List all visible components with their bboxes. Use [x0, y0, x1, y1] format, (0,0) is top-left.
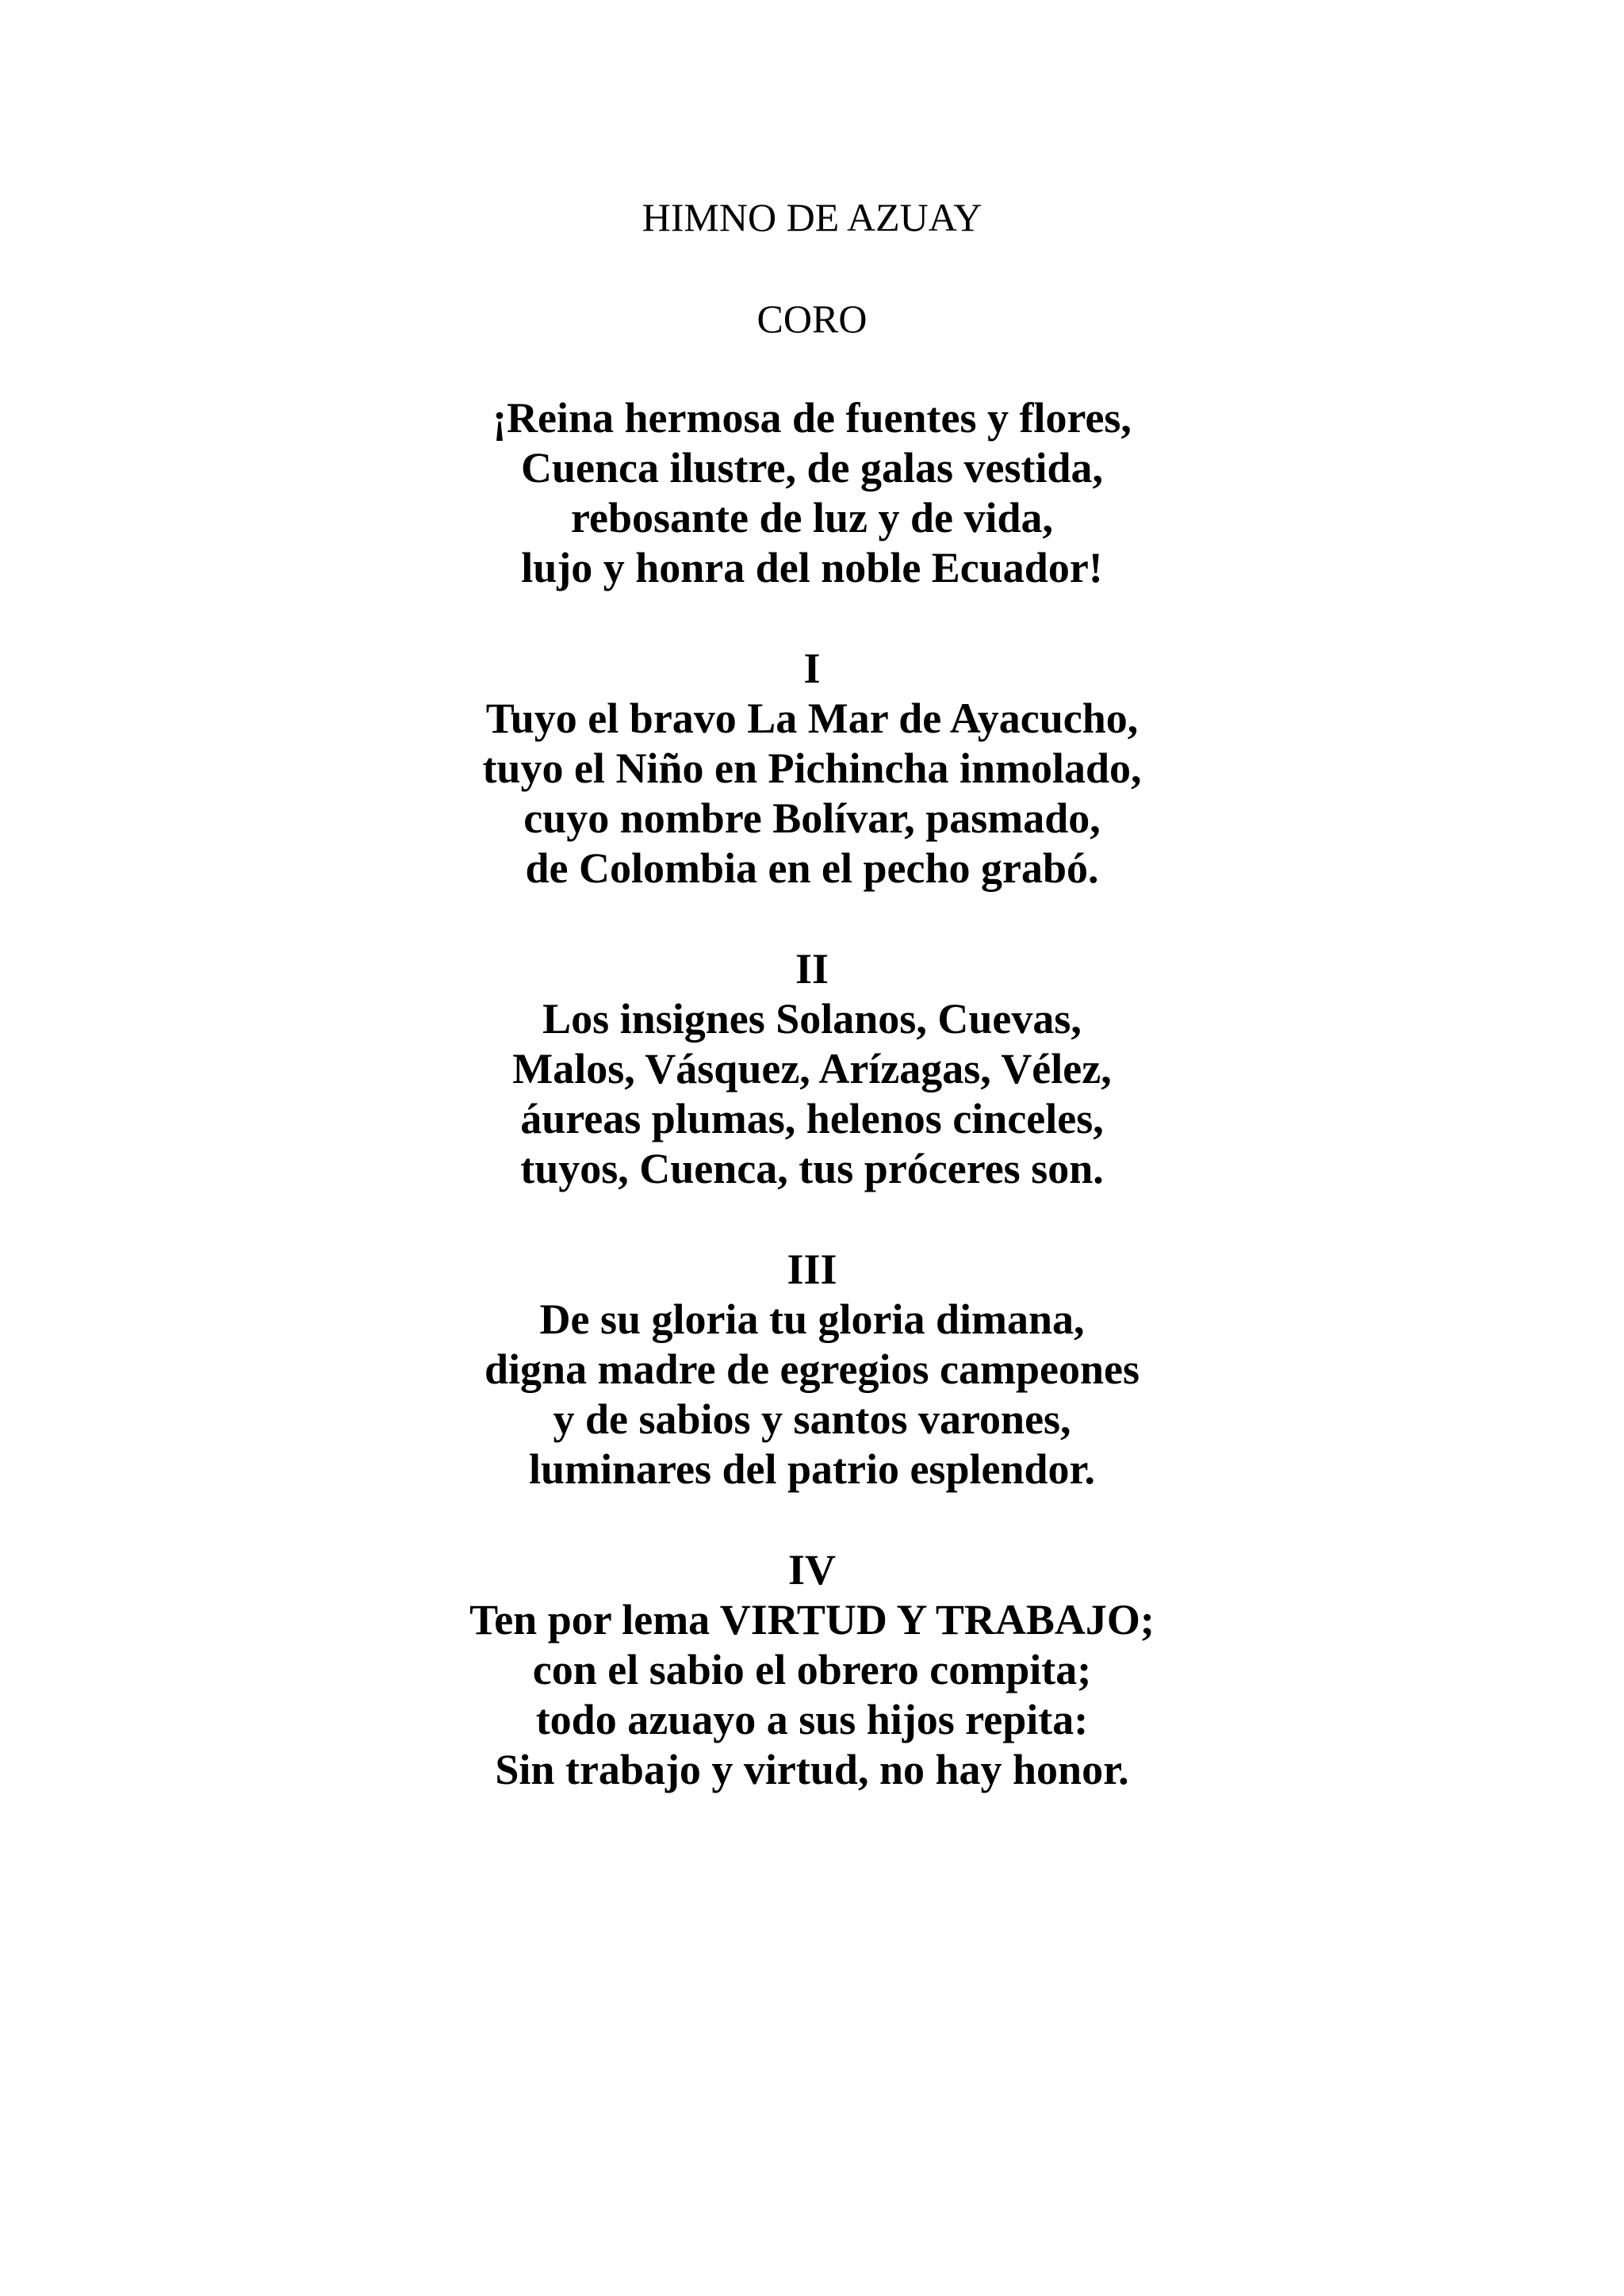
stanza-line: tuyo el Niño en Pichincha inmolado,	[482, 744, 1142, 792]
stanza-line: Ten por lema VIRTUD Y TRABAJO;	[469, 1596, 1155, 1644]
coro-line: Cuenca ilustre, de galas vestida,	[520, 444, 1103, 492]
stanza-line: todo azuayo a sus hijos repita:	[535, 1696, 1089, 1743]
hymn-title: HIMNO DE AZUAY	[642, 195, 982, 239]
stanza-numeral: III	[787, 1246, 837, 1293]
stanza-numeral: II	[795, 945, 829, 993]
stanza-numeral: I	[803, 645, 821, 692]
stanza-1	[0, 644, 1624, 894]
stanza-line: con el sabio el obrero compita;	[532, 1646, 1092, 1693]
stanza-line: luminares del patrio esplendor.	[528, 1445, 1096, 1493]
coro-line: ¡Reina hermosa de fuentes y flores,	[492, 394, 1132, 442]
coro-heading: CORO	[756, 297, 868, 341]
stanza-line: y de sabios y santos varones,	[553, 1395, 1071, 1443]
stanza-line: Los insignes Solanos, Cuevas,	[542, 995, 1082, 1043]
stanza-line: Malos, Vásquez, Arízagas, Vélez,	[512, 1045, 1112, 1093]
coro-line: lujo y honra del noble Ecuador!	[521, 544, 1103, 591]
stanza-line: áureas plumas, helenos cinceles,	[520, 1095, 1104, 1142]
stanza-numeral: IV	[787, 1546, 836, 1594]
stanza-line: Tuyo el bravo La Mar de Ayacucho,	[485, 695, 1139, 742]
stanza-2	[0, 944, 1624, 1194]
coro-stanza	[0, 393, 1624, 593]
stanza-line: tuyos, Cuenca, tus próceres son.	[520, 1145, 1104, 1192]
coro-line: rebosante de luz y de vida,	[570, 494, 1054, 541]
stanza-line: de Colombia en el pecho grabó.	[525, 844, 1099, 892]
hymn-text	[0, 192, 1624, 1795]
stanza-4	[0, 1545, 1624, 1795]
stanza-line: digna madre de egregios campeones	[485, 1345, 1139, 1393]
stanza-line: Sin trabajo y virtud, no hay honor.	[495, 1746, 1129, 1793]
stanza-line: De su gloria tu gloria dimana,	[539, 1295, 1085, 1343]
stanza-3	[0, 1245, 1624, 1494]
stanza-line: cuyo nombre Bolívar, pasmado,	[523, 794, 1101, 842]
